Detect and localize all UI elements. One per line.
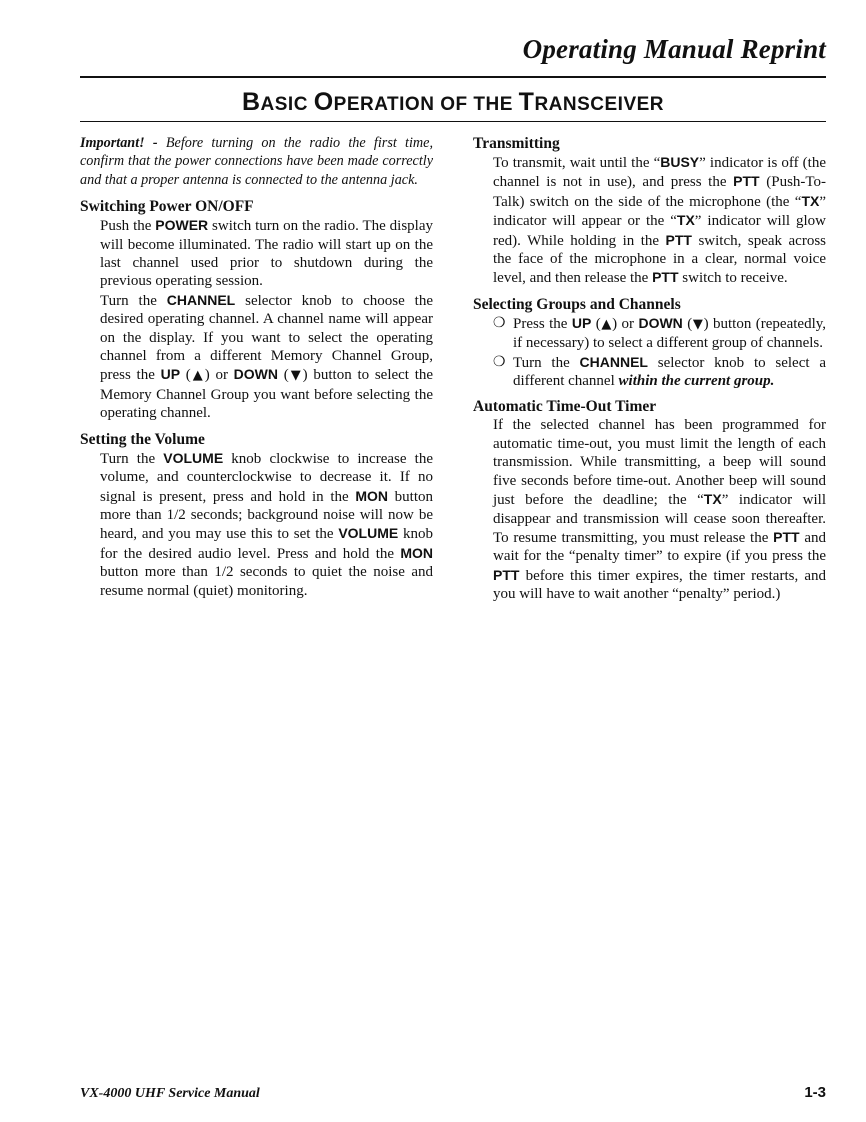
down-arrow-icon: ▼: [692, 316, 704, 332]
heading-power: Switching Power ON/OFF: [80, 198, 254, 216]
section-transmitting: [473, 134, 826, 288]
page-number: 1-3: [804, 1084, 826, 1101]
circle-bullet-icon: ❍: [493, 314, 506, 331]
circle-bullet-icon: ❍: [493, 353, 506, 370]
up-arrow-icon: ▲: [190, 368, 205, 384]
volume-paragraph: Turn the VOLUME knob clockwise to increase the volume, and counterclockwise to decrease it. If no signal is present, press and hold in the MON button more than 1/2 seconds; background noise will now be heard, and you may use this to set the VOLUME knob for the desired audio level. Press and hold the MON button more than 1/2 seconds to quiet the noise and resume normal (quiet) monitoring.: [100, 449, 433, 599]
section-groups: [473, 295, 826, 391]
header-rule: [80, 76, 826, 78]
transmitting-paragraph: To transmit, wait until the “BUSY” indicator is off (the channel is not in use), and press the PTT (Push-To-Talk) switch on the side of the microphone (the “TX” indicator will appear or the “TX” indicator will glow red). While holding in the PTT switch, speak across the face of the microphone in a clear, normal voice level, and then release the PTT switch to receive.: [493, 154, 827, 287]
list-item: ❍ Turn the CHANNEL selector knob to select a different channel within the current group.: [493, 353, 826, 390]
important-note: Important! - Before turning on the radio the first time, confirm that the power connections have been made correctly and that a proper antenna is connected to the antenna jack.: [80, 135, 433, 188]
power-paragraph-1: Push the POWER switch turn on the radio. The display will become illuminated. The radio will start up on the last channel used prior to shutdown during the previous operating session.: [100, 217, 433, 290]
heading-volume: Setting the Volume: [80, 430, 205, 448]
section-power: [80, 197, 433, 422]
heading-timer: Automatic Time-Out Timer: [473, 398, 657, 416]
power-paragraph-2: Turn the CHANNEL selector knob to choose the desired operating channel. A channel name will appear on the display. If you want to select the operating channel from a different Memory Channel Group, press the UP (▲) or DOWN (▼) button to select the Memory Channel Group you want before selecting the operating channel.: [100, 291, 434, 422]
section-title: BASIC OPERATION OF THE TRANSCEIVER: [241, 88, 665, 116]
up-arrow-icon: ▲: [600, 316, 613, 332]
heading-groups: Selecting Groups and Channels: [473, 295, 681, 313]
groups-list: [473, 314, 826, 391]
timer-paragraph: If the selected channel has been programmed for automatic time-out, you must limit the length of each transmission. While transmitting, a beep will sound five seconds before time-out. Another beep will sound just before the deadline; the “TX” indicator will disappear and transmission will cease soon thereafter. To resume transmitting, you must release the PTT and wait for the “penalty timer” to expire (if you press the PTT before this timer expires, the timer restarts, and you will have to wait another “penalty” period.): [493, 417, 827, 603]
footer-manual-title: VX-4000 UHF Service Manual: [80, 1086, 260, 1101]
section-volume: [80, 430, 433, 600]
right-column: [473, 134, 826, 611]
running-header: Operating Manual Reprint: [522, 34, 826, 64]
section-timer: [473, 397, 826, 603]
section-rule: [80, 121, 826, 122]
list-item: ❍ Press the UP (▲) or DOWN (▼) button (repeatedly, if necessary) to select a different group of channels.: [493, 314, 827, 352]
down-arrow-icon: ▼: [288, 368, 303, 384]
left-column: [80, 134, 433, 607]
heading-transmitting: Transmitting: [473, 135, 560, 152]
